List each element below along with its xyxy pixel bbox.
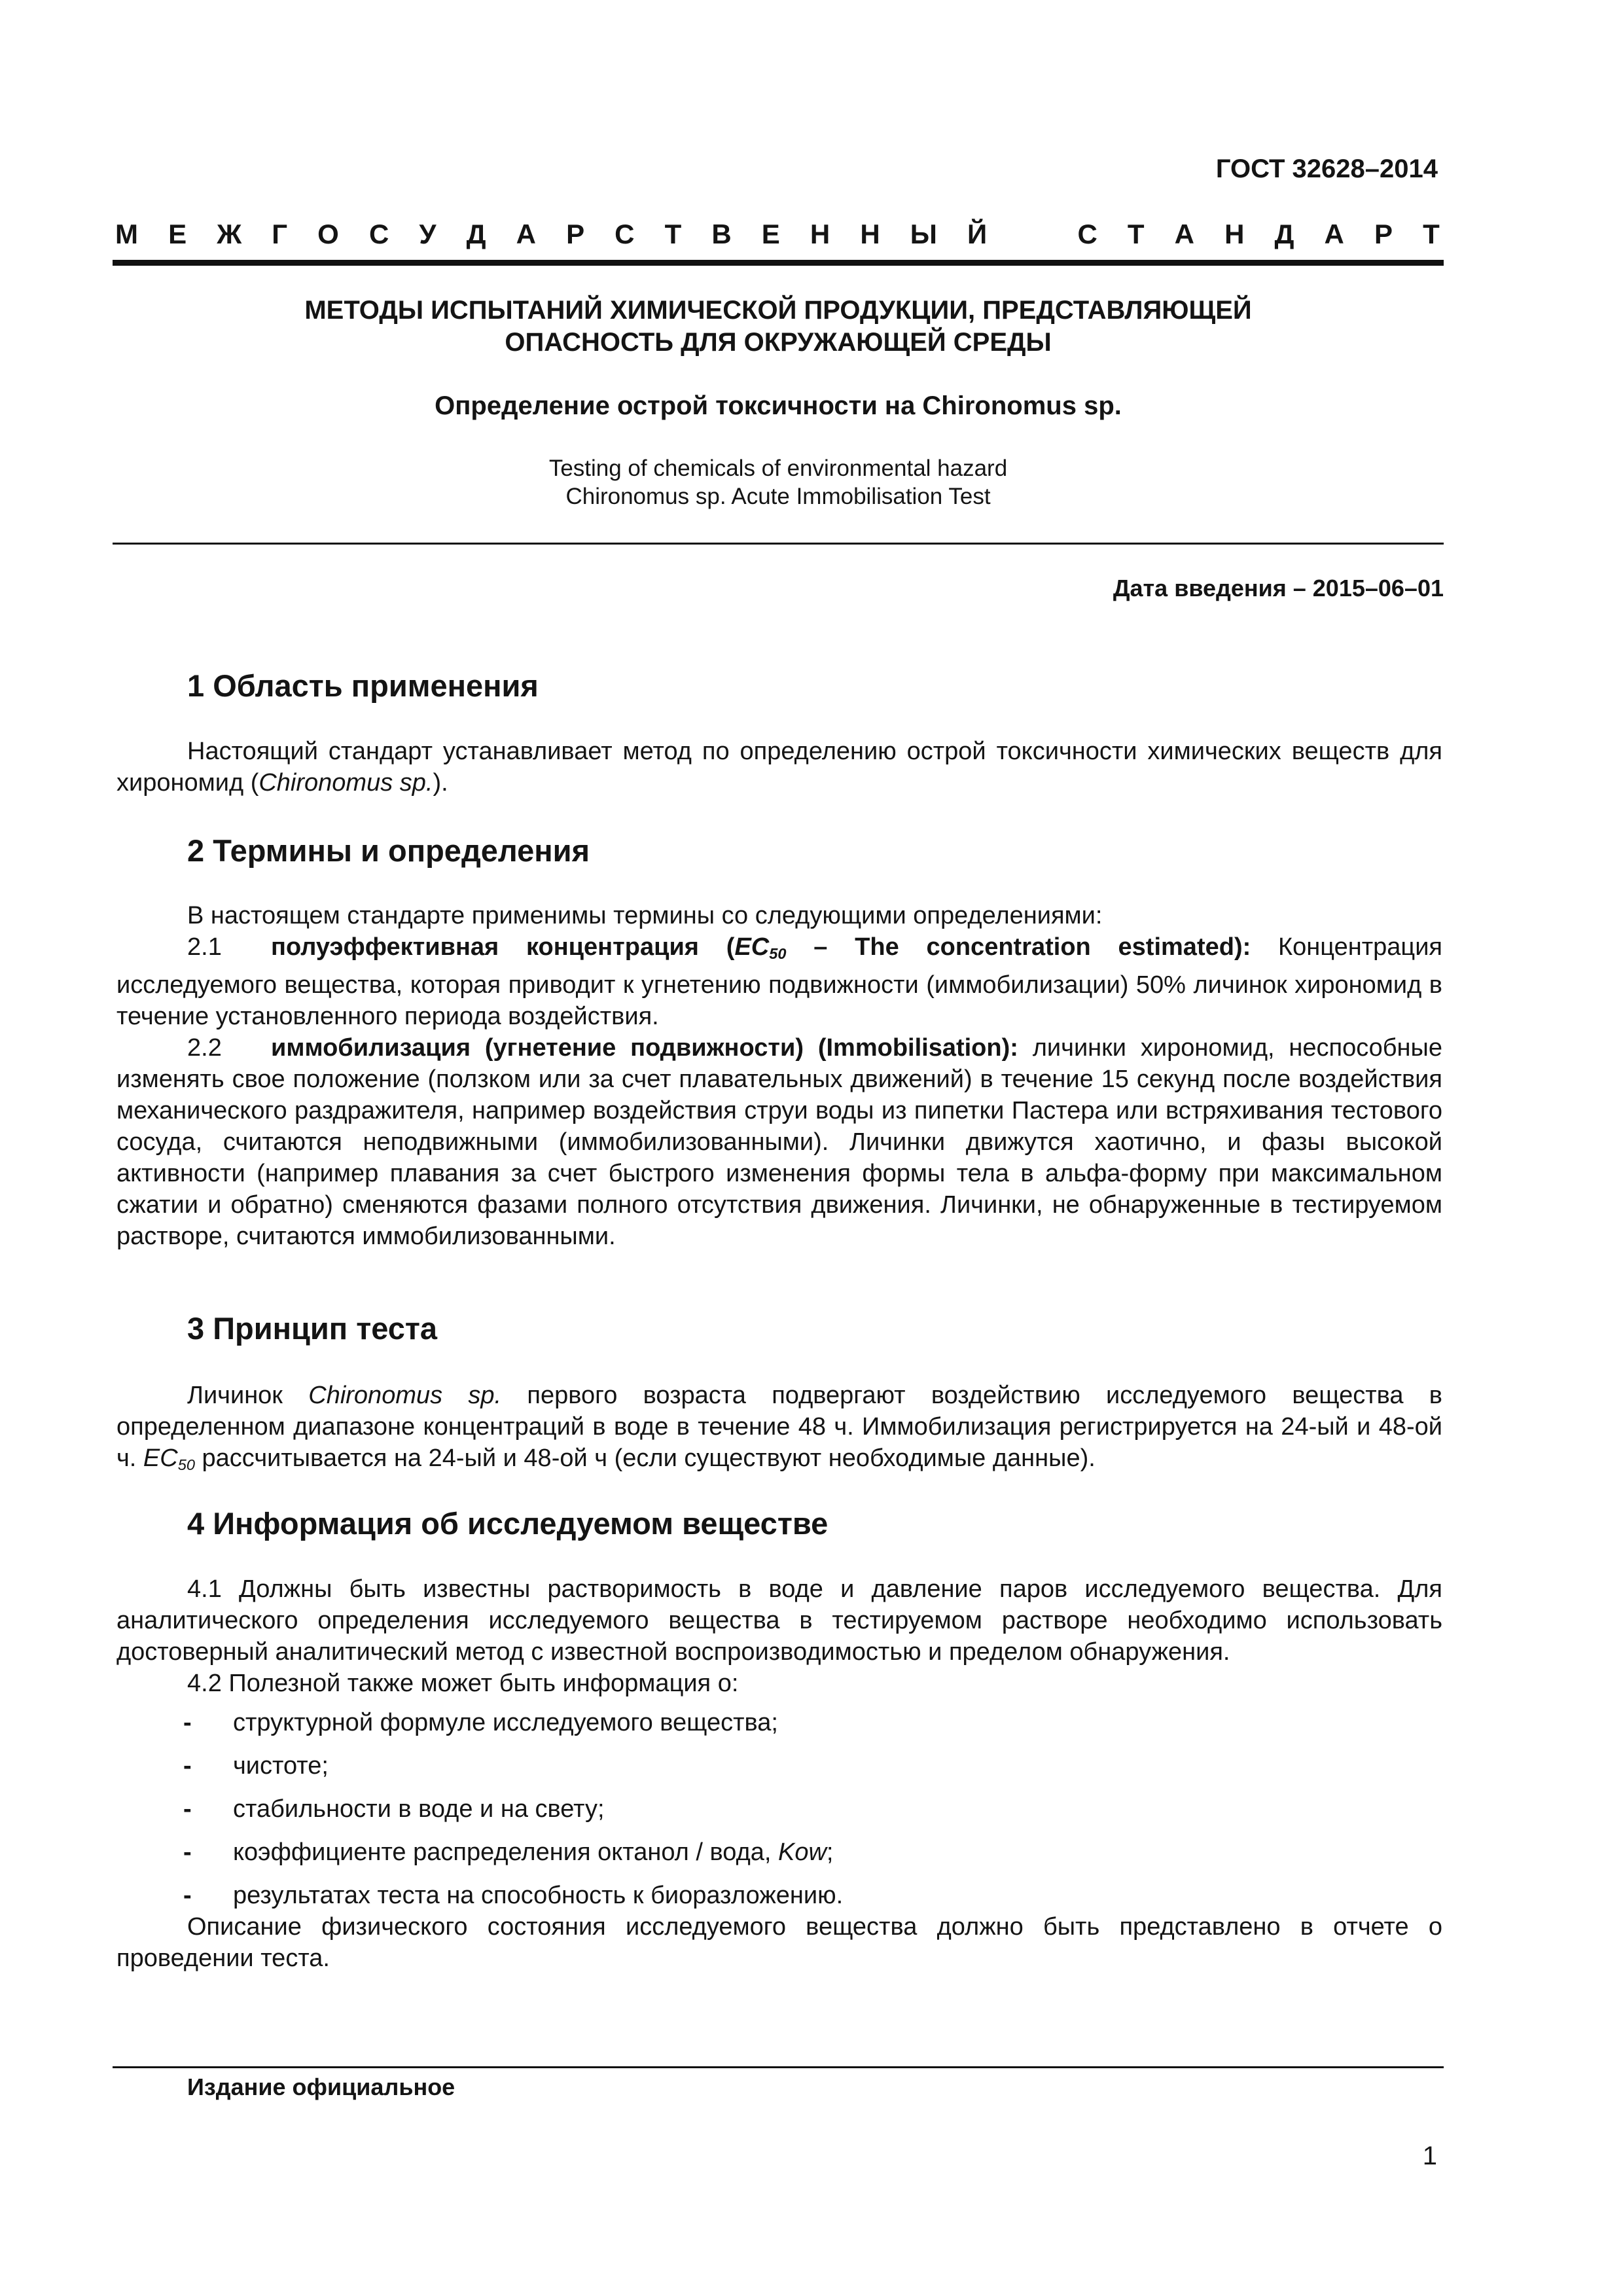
section-1-heading: 1 Область применения: [187, 668, 539, 703]
banner-letter: С: [1077, 219, 1097, 249]
english-title-line: Chironomus sp. Acute Immobilisation Test: [565, 484, 991, 509]
term-2-1: [116, 931, 1442, 1032]
dash-marker: -: [183, 1709, 192, 1736]
list-item: [116, 1837, 1442, 1868]
banner-letter: А: [516, 219, 536, 249]
section-4-body: [116, 1573, 1442, 1974]
banner-letter: Н: [810, 219, 830, 249]
term-name: иммобилизация (угнетение подвижности) (Immobilisation):: [271, 1033, 1018, 1062]
banner-letter: Н: [860, 219, 880, 249]
banner-letter: Г: [272, 219, 288, 249]
ec-subscript: 50: [177, 1456, 195, 1473]
paragraph: В настоящем стандарте применимы термины со следующими определениями:: [187, 902, 1103, 929]
text: рассчитывается на 24-ый и 48-ой ч (если существуют необходимые данные).: [194, 1444, 1096, 1472]
banner-letter: В: [711, 219, 732, 249]
banner-letter: Н: [1224, 219, 1245, 249]
kow-symbol: Kow: [778, 1839, 827, 1866]
banner-letter: Ы: [910, 219, 937, 249]
term-name: [271, 933, 1251, 961]
dash-marker: -: [183, 1839, 192, 1866]
title-line: ОПАСНОСТЬ ДЛЯ ОКРУЖАЮЩЕЙ СРЕДЫ: [505, 328, 1052, 357]
text: Настоящий стандарт устанавливает метод по определению острой токсичности химических веществ для хирономид (: [116, 738, 1442, 797]
introduction-date: Дата введения – 2015–06–01: [1113, 575, 1444, 601]
text: – The concentration estimated):: [786, 933, 1251, 961]
title-divider: [113, 543, 1444, 545]
banner-letter: С: [615, 219, 635, 249]
banner-letter: Р: [1374, 219, 1393, 249]
interstate-standard-banner: [115, 219, 1440, 250]
banner-letter: М: [115, 219, 138, 249]
title-line: МЕТОДЫ ИСПЫТАНИЙ ХИМИЧЕСКОЙ ПРОДУКЦИИ, ПРЕДСТАВЛЯЮЩЕЙ: [304, 296, 1252, 325]
list-item-text: структурной формуле исследуемого вещества;: [233, 1709, 778, 1736]
paragraph-4-2: 4.2 Полезной также может быть информация о:: [187, 1670, 739, 1697]
term-2-2: [116, 1032, 1442, 1252]
gost-number: ГОСТ 32628–2014: [1215, 154, 1438, 183]
ec-symbol: EC: [143, 1444, 178, 1472]
term-definition: личинки хирономид, неспособные изменять свое положение (ползком или за счет плавательных движений) в течение 15 секунд после воздействия механического раздражителя, например воздействия струи воды из пипетки Пастера или встряхивания тестового сосуда, считаются неподвижными (иммобилизованными). Личинки движутся хаотично, и фазы высокой активности (например плавания за счет быстрого изменения формы тела в альфа-форму при максимальном сжатии и обратно) сменяются фазами полного отсутствия движения. Личинки, не обнаруженные в тестируемом растворе, считаются иммобилизованными.: [116, 1033, 1442, 1250]
dash-marker: -: [183, 1752, 192, 1780]
list-item-text: результатах теста на способность к биоразложению.: [233, 1882, 844, 1909]
term-number: 2.2: [187, 1033, 222, 1062]
banner-letter: Е: [168, 219, 187, 249]
banner-letter: А: [1174, 219, 1194, 249]
list-item: [116, 1793, 1442, 1825]
dash-marker: -: [183, 1882, 192, 1909]
term-number: 2.1: [187, 933, 222, 961]
banner-letter: У: [419, 219, 437, 249]
info-list: [116, 1707, 1442, 1911]
banner-letter: А: [1324, 219, 1344, 249]
banner-letter: Ж: [217, 219, 242, 249]
english-title: [113, 454, 1444, 511]
paragraph-4-1: 4.1 Должны быть известны растворимость в воде и давление паров исследуемого вещества. Для аналитического определения исследуемого вещества в тестируемом растворе необходимо использовать достоверный аналитический метод с известной воспроизводимостью и пределом обнаружения.: [116, 1575, 1442, 1666]
banner-letter: Й: [967, 219, 988, 249]
banner-letter: Е: [761, 219, 780, 249]
text: ;: [826, 1839, 834, 1866]
banner-letter: С: [368, 219, 389, 249]
banner-letter: Д: [1274, 219, 1294, 249]
banner-letter: Т: [664, 219, 682, 249]
section-2-heading: 2 Термины и определения: [187, 833, 590, 868]
section-3-heading: 3 Принцип теста: [187, 1311, 438, 1346]
footer-divider: [113, 2066, 1444, 2068]
page-number: 1: [1422, 2142, 1437, 2170]
list-item-text: стабильности в воде и на свету;: [233, 1795, 605, 1823]
banner-divider: [113, 260, 1444, 266]
banner-letter: Т: [1127, 219, 1145, 249]
list-item: [116, 1750, 1442, 1782]
section-3-body: [116, 1380, 1442, 1480]
paragraph: [116, 1380, 1442, 1480]
species-name: Chironomus sp.: [259, 769, 433, 797]
banner-letter: Т: [1423, 219, 1440, 249]
term-definition: Концентрация исследуемого вещества, которая приводит к угнетению подвижности (иммобилизации) 50% личинок хирономид в течение установленного периода воздействия.: [116, 933, 1442, 1030]
list-item-text: коэффициенте распределения октанол / вода,: [233, 1839, 778, 1866]
section-4-heading: 4 Информация об исследуемом веществе: [187, 1506, 829, 1541]
official-edition-label: Издание официальное: [187, 2073, 455, 2100]
text: Личинок: [187, 1382, 309, 1409]
ec-symbol: EC: [734, 933, 770, 961]
banner-letter: Д: [466, 219, 486, 249]
text: первого возраста подвергают воздействию исследуемого вещества в определенном диапазоне концентраций в воде в течение 48 ч. Иммобилизация регистрируется на 24-ый и 48-ой ч.: [116, 1382, 1442, 1472]
banner-letter: О: [317, 219, 339, 249]
text: полуэффективная концентрация (: [271, 933, 735, 961]
list-item: [116, 1707, 1442, 1738]
ec-subscript: 50: [769, 944, 787, 962]
species-name: Chironomus sp.: [308, 1382, 502, 1409]
paragraph: [116, 736, 1442, 798]
list-item: [116, 1880, 1442, 1911]
list-item-text: чистоте;: [233, 1752, 329, 1780]
document-subtitle: Определение острой токсичности на Chironomus sp.: [435, 391, 1122, 420]
document-title: [113, 295, 1444, 359]
banner-letter: Р: [566, 219, 585, 249]
text: ).: [433, 769, 448, 797]
section-1-body: [116, 736, 1442, 798]
section-2-body: [116, 900, 1442, 1252]
paragraph-closing: Описание физического состояния исследуемого вещества должно быть представлено в отчете о проведении теста.: [116, 1913, 1442, 1972]
english-title-line: Testing of chemicals of environmental hazard: [548, 456, 1008, 481]
dash-marker: -: [183, 1795, 192, 1823]
